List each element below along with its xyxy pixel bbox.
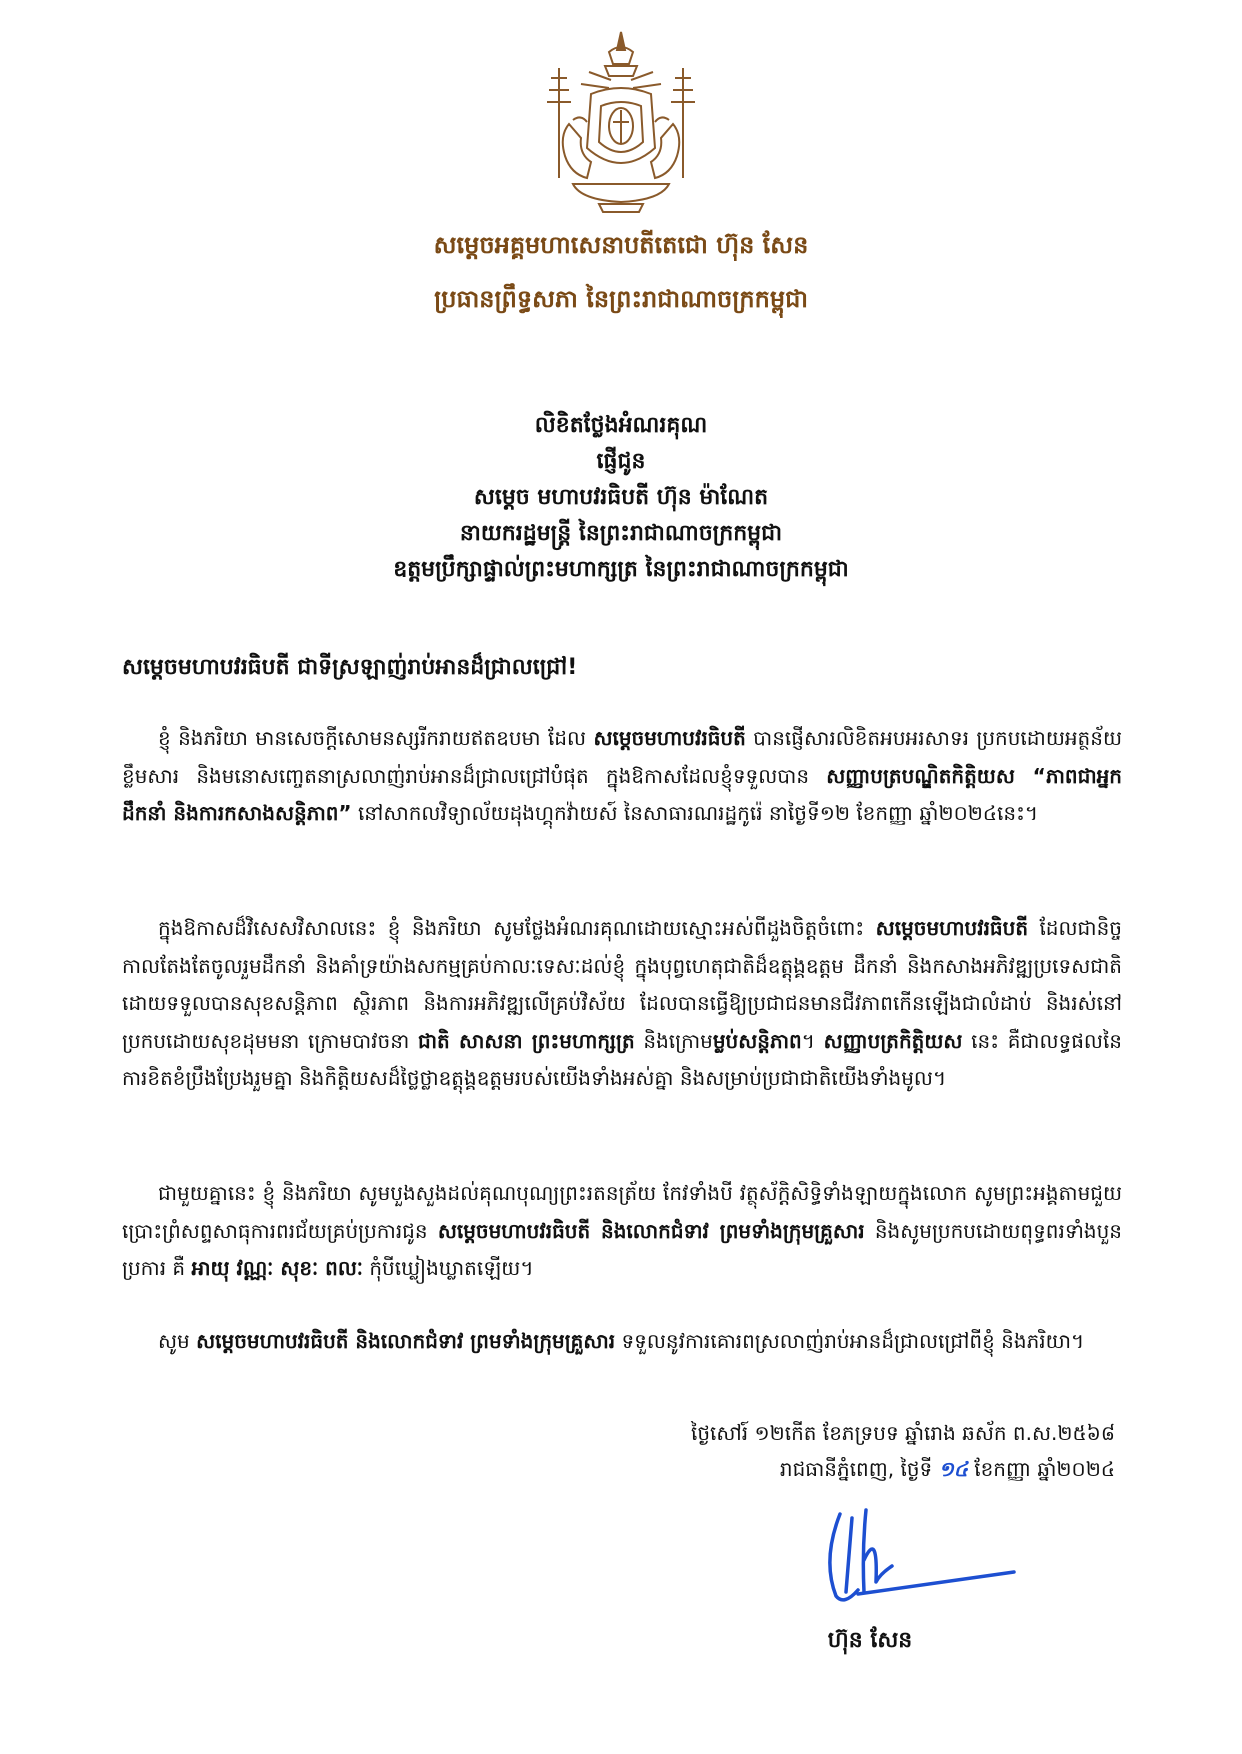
bold-segment: សម្ដេចមហាបវរធិបតី និងលោកជំទាវ ព្រមទាំងក្រុមគ្រួសារ	[196, 1329, 616, 1353]
bold-segment: ម្លប់សន្តិភាព	[712, 1028, 802, 1053]
recipient-advisor-title: ឧត្តមប្រឹក្សាផ្ទាល់ព្រះមហាក្សត្រ នៃព្រះរាជាណាចក្រកម្ពុជា	[393, 557, 849, 582]
handwritten-day: ១៤	[938, 1457, 968, 1481]
letter-title-block	[0, 408, 1242, 588]
text-segment: បានផ្ញើសារលិខិតអបអរសាទរ ប្រកបដោយអត្ថន័យខ្លឹមសារ និងមនោសញ្ចេតនាស្រលាញ់រាប់អានដ៏ជ្រាលជ្រៅបំផុត ក្នុងឱកាសដែលខ្ញុំទទួលបាន	[122, 726, 1122, 788]
author-title-line: សម្ដេចអគ្គមហាសេនាបតីតេជោ ហ៊ុន សែន	[433, 231, 809, 259]
bold-segment: សម្ដេចមហាបវរធិបតី និងលោកជំទាវ ព្រមទាំងក្រុមគ្រួសារ	[437, 1218, 865, 1243]
place-date-prefix: រាជធានីភ្នំពេញ, ថ្ងៃទី	[779, 1457, 939, 1481]
sent-to-label: ផ្ញើជូន	[596, 449, 646, 474]
text-segment: កុំបីឃ្លៀងឃ្លាតឡើយ។	[362, 1256, 534, 1281]
body-paragraph-3	[122, 1175, 1122, 1288]
text-segment: និងក្រោម	[634, 1028, 713, 1053]
signer-name: ហ៊ុន សែន	[827, 1628, 913, 1653]
body-paragraph-4	[122, 1323, 1122, 1361]
bold-segment: សញ្ញាបត្រកិត្តិយស	[823, 1028, 963, 1053]
salutation: សម្ដេចមហាបវរធិបតី ជាទីស្រឡាញ់រាប់អានដ៏ជ្រាលជ្រៅ!	[122, 655, 578, 680]
text-segment: ក្នុងឱកាសដ៏វិសេសវិសាលនេះ ខ្ញុំ និងភរិយា សូមថ្លែងអំណរគុណដោយស្មោះអស់ពីដួងចិត្តចំពោះ	[158, 916, 876, 940]
recipient-name: សម្ដេច មហាបវរធិបតី ហ៊ុន ម៉ាណែត	[473, 485, 769, 510]
text-segment: នៅសាកលវិទ្យាល័យដុងហ្គុកវ៉ាយស៍ នៃសាធារណរដ្ឋកូរ៉េ នាថ្ងៃទី១២ ខែកញ្ញា ឆ្នាំ២០២៤នេះ។	[351, 801, 1039, 826]
month-year: ខែកញ្ញា ឆ្នាំ២០២៤	[967, 1457, 1115, 1481]
bold-segment: សម្ដេចមហាបវរធិបតី	[875, 916, 1029, 940]
text-segment: ខ្ញុំ និងភរិយា មានសេចក្តីសោមនស្សរីករាយឥតឧបមា ដែល	[158, 726, 594, 750]
place-date-line	[500, 1453, 1115, 1485]
text-segment: ដែលជានិច្ចកាលតែងតែចូលរួមដឹកនាំ និងគាំទ្រយ៉ាងសកម្មគ្រប់កាលៈទេសៈដល់ខ្ញុំ ក្នុងបុព្វហេតុជាតិដ៏ឧត្តុង្គឧត្តម ដឹកនាំ និងកសាងអភិវឌ្ឍប្រទេសជាតិ ដោយទទួលបានសុខសន្តិភាព ស្ថិរភាព និងការអភិវឌ្ឍលើគ្រប់វិស័យ ដែលបានធ្វើឱ្យប្រជាជនមានជីវភាពកើនឡើងជាលំដាប់ និងរស់នៅប្រកបដោយសុខដុមមនា ក្រោមបាវចនា	[122, 916, 1122, 1053]
text-segment: សូម	[158, 1329, 197, 1353]
text-segment: និងសូមប្រកបដោយពុទ្ធពរទាំងបួនប្រការ គឺ	[122, 1218, 1122, 1281]
body-paragraph-1	[122, 720, 1122, 833]
bold-segment: សញ្ញាបត្របណ្ឌិតកិត្តិយស “ភាពជាអ្នកដឹកនាំ និងការកសាងសន្តិភាព”	[122, 763, 1123, 826]
royal-coat-of-arms-emblem	[529, 28, 713, 218]
text-segment: ។	[801, 1028, 824, 1053]
bold-segment: សម្ដេចមហាបវរធិបតី	[593, 726, 746, 750]
text-segment: នេះ គឺជាលទ្ធផលនៃការខិតខំប្រឹងប្រែងរួមគ្នា និងកិត្តិយសដ៏ថ្លៃថ្លាឧត្តុង្គឧត្តមរបស់យើងទាំងអស់គ្នា និងសម្រាប់ប្រជាជាតិយើងទាំងមូល។	[122, 1028, 1122, 1091]
handwritten-signature	[818, 1500, 1028, 1610]
recipient-position: នាយករដ្ឋមន្ត្រី នៃព្រះរាជាណាចក្រកម្ពុជា	[459, 521, 783, 546]
bold-segment: ជាតិ សាសនា ព្រះមហាក្សត្រ	[417, 1028, 635, 1053]
bold-segment: អាយុ វណ្ណៈ សុខៈ ពលៈ	[191, 1256, 363, 1281]
letter-title: លិខិតថ្លែងអំណរគុណ	[534, 413, 708, 438]
author-position-line: ប្រធានព្រឹទ្ធសភា នៃព្រះរាជាណាចក្រកម្ពុជា	[434, 285, 808, 313]
text-segment: ជាមួយគ្នានេះ ខ្ញុំ និងភរិយា សូមបួងសួងដល់គុណបុណ្យព្រះរតនត្រ័យ កែវទាំងបី វត្ថុស័ក្តិសិទ្ធិទាំងឡាយក្នុងលោក សូមព្រះអង្គតាមជួយប្រោះព្រំសព្ទសាធុការពរជ័យគ្រប់ប្រការជូន	[122, 1181, 1122, 1243]
text-segment: ទទួលនូវការគោរពស្រលាញ់រាប់អានដ៏ជ្រាលជ្រៅពីខ្ញុំ និងភរិយា។	[615, 1329, 1085, 1353]
body-paragraph-2	[122, 910, 1122, 1098]
lunar-date-line: ថ្ងៃសៅរ៍ ១២កើត ខែភទ្របទ ឆ្នាំរោង ឆស័ក ព.ស.២៥៦៨	[691, 1421, 1115, 1445]
